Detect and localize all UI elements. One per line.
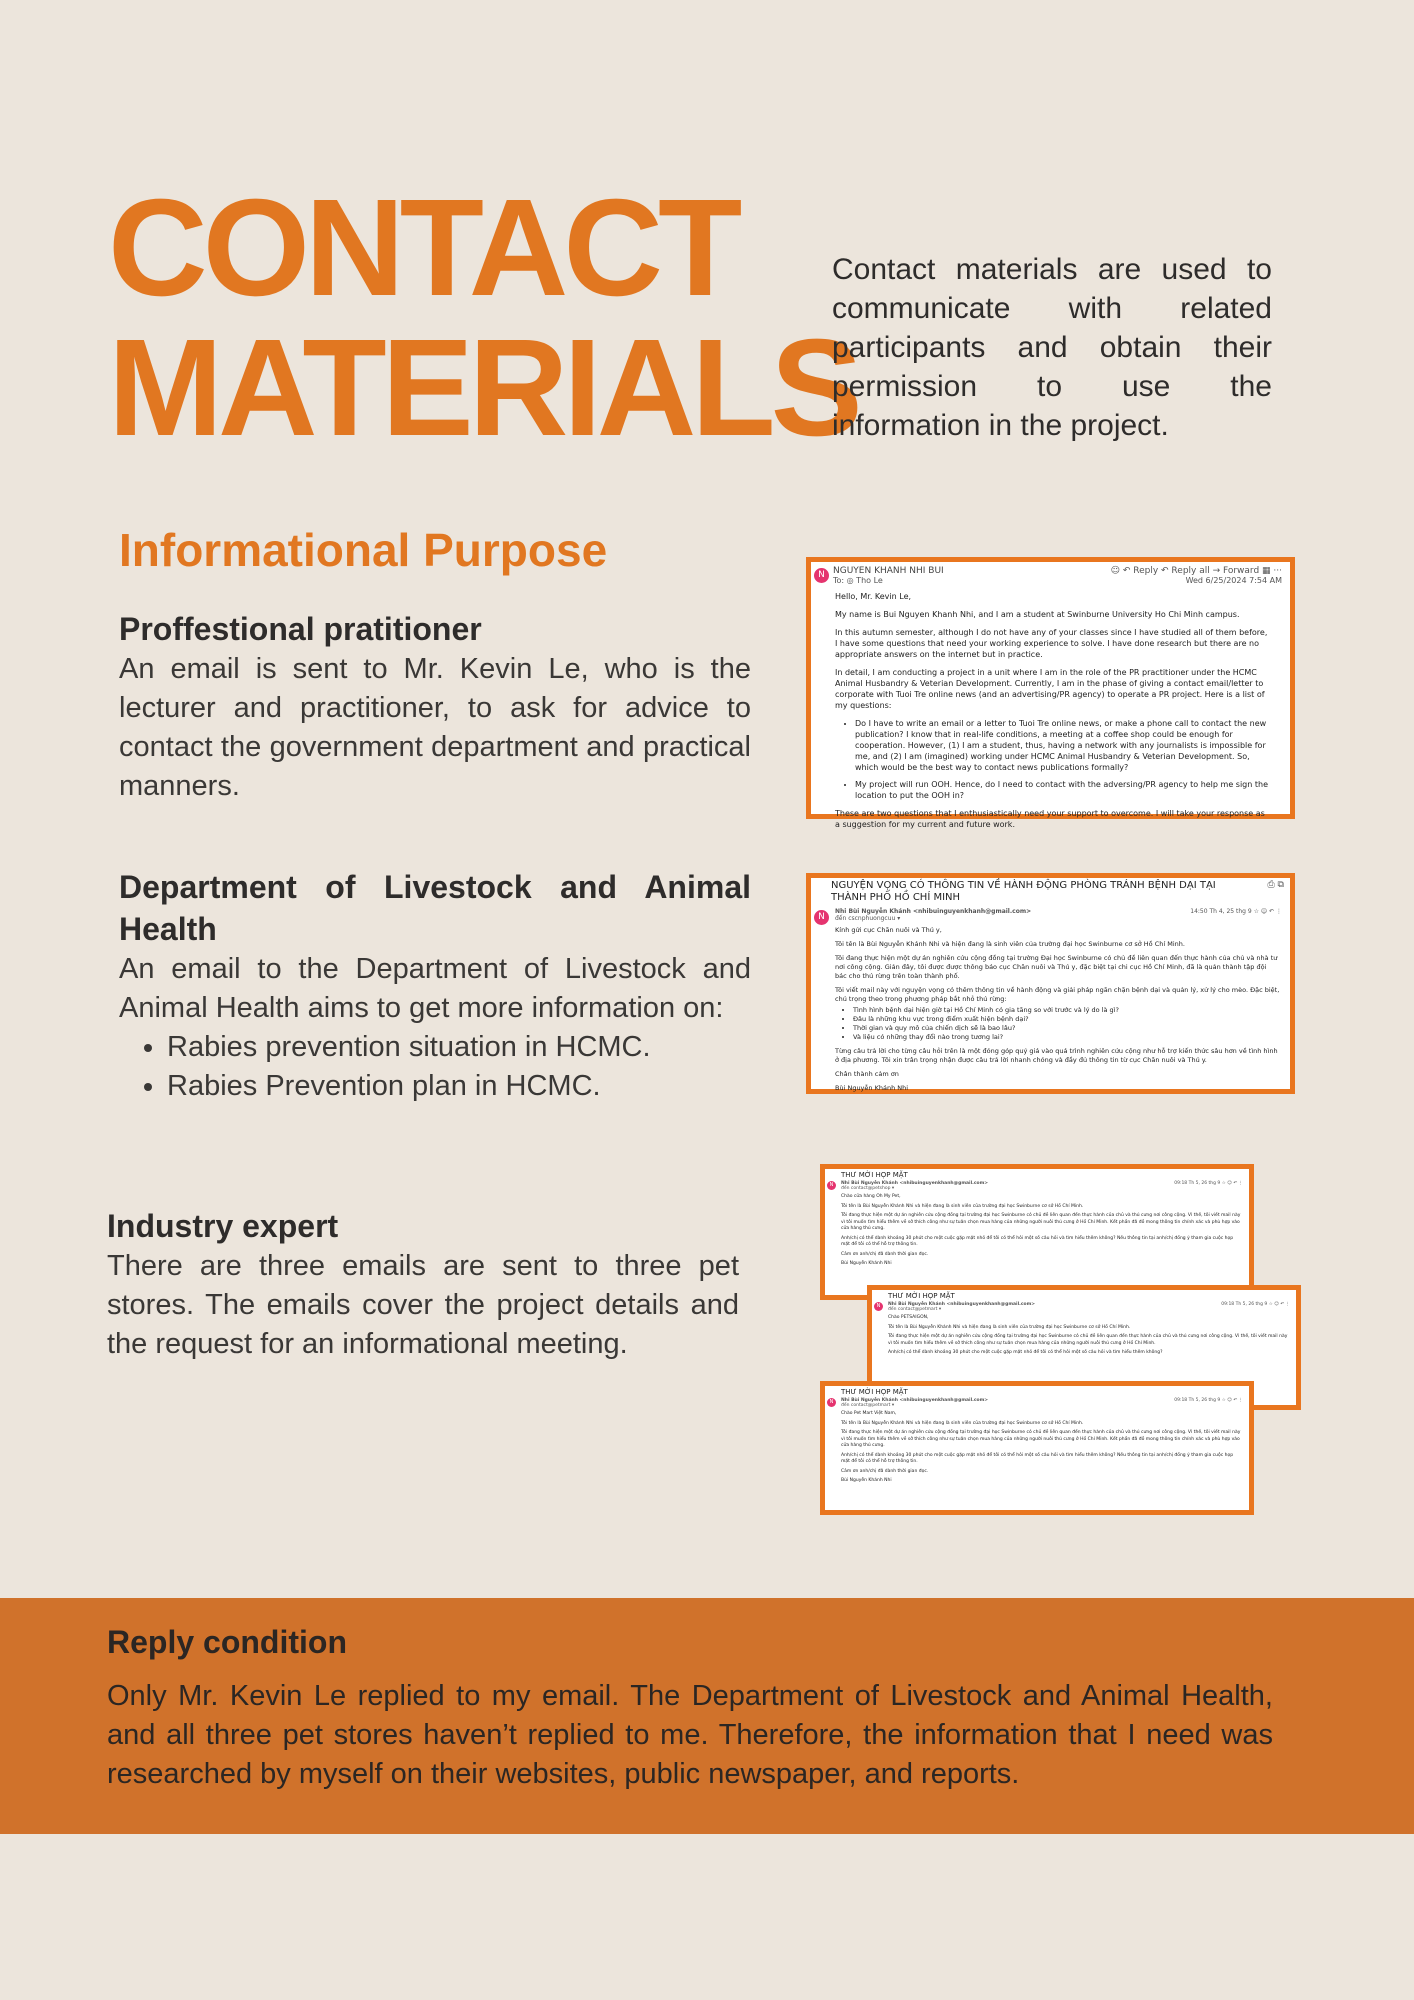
email-greeting: Kính gửi cục Chăn nuôi và Thú y, [835,926,942,934]
email-paragraph: Tôi đang thực hiện một dự án nghiên cứu cộng đồng tại trường Đại học Swinburne có chủ đề liên quan đến thực hành của chủ và nhà tư nơi công cộng. Giản đây, tôi được được thông báo cục Chăn nuôi và Thú y, đặc biệt tại chi cục Hồ Chí Minh, đã là quản thành tập đội bác cho thú rừng trên toàn thành phố. [835,954,1278,980]
email-paragraph: Tôi tên là Bùi Nguyễn Khánh Nhi và hiện đang là sinh viên của trường đại học Swinburne cơ sở Hồ Chí Minh. [841,1420,1084,1426]
list-item: • Rabies prevention situation in HCMC. [167,1028,751,1067]
email-actions: ☺ ↶ Reply ↶ Reply all → Forward ▦ ··· [1110,566,1282,576]
list-item: • Do I have to write an email or a letter to Tuoi Tre online news, or make a phone call to contact the new publication? I know that in real-life conditions, a meeting at a coffee shop could be enough for cooperation. However, (1) I am a student, thus, having a network with any journalists is impossible for me, and (2) I am (imagined) working under HCMC Animal Husbandry & Veterian Development. So, which would be the best way to contact news publications formally? [855,718,1270,773]
email-greeting: Hello, Mr. Kevin Le, [835,592,912,601]
email-body [825,1408,1249,1485]
email-recipient: đến contact@petshop ▾ [841,1186,895,1191]
email-paragraph: Tôi viết mail này với nguyện vọng có thêm thông tin về hành động và giải pháp ngăn chặn bệnh dại và quản lý, xử lý cho mèo. Đặc biệt, chú trọng theo trong phương pháp bắt nhỏ thú rừng: [835,986,1280,1003]
email-signature: Bùi Nguyễn Khánh Nhi [841,1478,892,1483]
email-paragraph: In detail, I am conducting a project in a unit where I am in the role of the PR practitioner under the HCMC Animal Husbandry & Veterian Development. Currently, I am in the phase of giving a contact email/letter to corporate with Tuoi Tre online news (and an advertising/PR agency) to operate a PR project. Here is a list of my questions: [835,668,1265,710]
email-sender: NGUYEN KHANH NHI BUI [833,566,944,576]
email-date: 09:18 Th 5, 26 thg 9 ☆ ☺ ↶ ⋮ [1174,1181,1243,1186]
email-sender: Nhi Bùi Nguyễn Khánh <nhibuinguyenkhanh@gmail.com> [841,1181,989,1186]
list-item: • Và liệu có những thay đổi nào trong tương lai? [853,1033,1280,1042]
block-text: An email is sent to Mr. Kevin Le, who is the lecturer and practitioner, to ask for advice to contact the government department and practical manners. [119,653,751,802]
email-recipient: đến contact@petmart ▾ [841,1403,895,1408]
email-paragraph: Từng câu trả lời cho từng câu hỏi trên là một đóng góp quý giá vào quá trình nghiên cứu cộng như hỗ trợ kiến thức sâu hơn về tình hình ở địa phương. Tôi xin trân trọng nhận được câu trả lời nhanh chóng và đầy đủ thông tin từ cục Chăn nuôi và Thú y. [835,1047,1278,1064]
department-block [119,866,751,1106]
email-signature: Bùi Nguyễn Khánh Nhi [841,1261,892,1266]
section-title: Informational Purpose [119,524,608,576]
email-date: Wed 6/25/2024 7:54 AM [1185,576,1282,585]
email-paragraph: In this autumn semester, although I do not have any of your classes since I have studied all of them before, I have some questions that need your working experience to solve. I have done research but there are no appropriate answers on the internet but in practice. [835,628,1268,659]
email-paragraph: Tôi đang thực hiện một dự án nghiên cứu cộng đồng tại trường đại học Swinburne có chủ đề liên quan đến thực hành của chủ và thú cưng nơi công cộng. Vì thế, tôi viết mail này vì tôi muốn tìm hiểu thêm về sở thích công như sự tuân chọn mua hàng của những người nuôi thú cưng ở Hồ Chí Minh. Kết phần đã đồ mong thông tin chính xác và phù hợp vào cửa hàng thú cưng. [841,1213,1241,1231]
email-paragraph: Anh/chị có thể dành khoảng 30 phút cho một cuộc gặp mặt nhỏ để tôi có thể hỏi một số câu hỏi và tìm hiểu thêm không? Nếu thông tin tại anh/chị đồng ý tham gia cuộc họp mặt để tôi có thể hỗ trợ thông tin. [841,1452,1234,1464]
email-screenshot-pet-store-3 [820,1381,1254,1515]
block-heading: Industry expert [107,1208,339,1244]
avatar: N [827,1398,836,1407]
avatar: N [827,1181,836,1190]
email-sender: Nhi Bùi Nguyễn Khánh <nhibuinguyenkhanh@gmail.com> [888,1302,1036,1307]
email-greeting: Chào PETSAIGON, [888,1315,929,1320]
email-body [811,922,1290,1093]
block-text: There are three emails are sent to three pet stores. The emails cover the project details and the request for an informational meeting. [107,1250,739,1360]
block-text: An email to the Department of Livestock and Animal Health aims to get more information on: [119,953,751,1024]
avatar: N [814,568,829,583]
email-body [825,1191,1249,1268]
email-paragraph: Tôi đang thực hiện một dự án nghiên cứu cộng đồng tại trường đại học Swinburne có chủ đề liên quan đến thực hành của chủ và thú cưng nơi công cộng. Vì thế, tôi viết mail này vì tôi muốn tìm hiểu thêm về sở thích công như sự tuân chọn mua hàng của những người nuôi thú cưng ở Hồ Chí Minh. Kết phần đã đồ mong thông tin chính xác và phù hợp vào cửa hàng thú cưng. [841,1430,1241,1448]
email-recipient: To: ◎ Tho Le [833,576,883,585]
professional-practitioner-block [119,608,751,806]
email-paragraph: Tôi đang thực hiện một dự án nghiên cứu cộng đồng tại trường đại học Swinburne có chủ đề liên quan đến thực hành của chủ và thú cưng nơi công cộng. Vì thế, tôi viết mail này vì tôi muốn tìm hiểu thêm về sở thích công như sự tuân chọn mua hàng của những người nuôi thú cưng ở Hồ Chí Minh. [888,1334,1288,1346]
title-line-2: MATERIALS [108,311,858,465]
email-paragraph: Tôi tên là Bùi Nguyễn Khánh Nhi và hiện đang là sinh viên của trường đại học Swinburne cơ sở Hồ Chí Minh. [841,1203,1084,1209]
email-date: 14:50 Th 4, 25 thg 9 ☆ ☺ ↶ ⋮ [1190,908,1282,915]
title-line-1: CONTACT [108,171,738,325]
list-item: • Rabies Prevention plan in HCMC. [167,1067,751,1106]
page-title [108,171,858,465]
email-subject: THƯ MỜI HỌP MẶT [888,1292,955,1300]
email-date: 09:18 Th 5, 26 thg 9 ☆ ☺ ↶ ⋮ [1174,1398,1243,1403]
email-screenshot-kevin-le [806,557,1295,829]
email-subject: NGUYỆN VỌNG CÓ THÔNG TIN VỀ HÀNH ĐỘNG PHÒNG TRÁNH BỆNH DẠI TẠI THÀNH PHỐ HỒ CHÍ MINH [831,880,1216,903]
email-subject: THƯ MỜI HỌP MẶT [841,1171,908,1179]
reply-text: Only Mr. Kevin Le replied to my email. The Department of Livestock and Animal Health, and all three pet stores haven’t replied to me. Therefore, the information that I need was researched by myself on their websites, public newspaper, and reports. [107,1680,1273,1790]
email-paragraph: Anh/chị có thể dành khoảng 30 phút cho một cuộc gặp mặt nhỏ để tôi có thể hỏi một số câu hỏi và tìm hiểu thêm không? Nếu thông tin tại anh/chị đồng ý tham gia cuộc họp mặt để tôi có thể hỗ trợ thông tin. [841,1235,1234,1247]
block-heading: Department of Livestock and Animal Health [119,869,751,947]
email-recipient: đến cscnphuongcuu ▾ [835,915,901,922]
email-question-list [835,1006,1280,1042]
email-paragraph: Tôi tên là Bùi Nguyễn Khánh Nhi và hiện đang là sinh viên của trường đại học Swinburne cơ sở Hồ Chí Minh. [888,1324,1131,1330]
email-signature: Bùi Nguyễn Khánh Nhi [835,1084,909,1092]
avatar: N [814,910,829,925]
email-sender: Nhi Bùi Nguyễn Khánh <nhibuinguyenkhanh@gmail.com> [835,908,1032,915]
list-item: • My project will run OOH. Hence, do I need to contact with the adversing/PR agency to help me sign the location to put the OOH in? [855,779,1270,801]
email-paragraph: Anh/chị có thể dành khoảng 30 phút cho một cuộc gặp mặt nhỏ để tôi có thể hỏi một số câu hỏi và tìm hiểu thêm không? [888,1350,1163,1355]
industry-expert-block [107,1205,739,1364]
print-icon: ⎙ ⧉ [1267,880,1284,890]
list-item: • Thời gian và quy mô của chiến dịch sẽ là bao lâu? [853,1024,1280,1033]
email-closing: Cảm ơn anh/chị đã dành thời gian đọc. [841,1251,929,1257]
email-paragraph: These are two questions that I enthusiastically need your support to overcome. I will take your response as a suggestion for my current and future work. [835,809,1265,829]
email-paragraph: My name is Bui Nguyen Khanh Nhi, and I am a student at Swinburne University Ho Chi Minh campus. [835,610,1240,619]
email-screenshot-department [806,873,1295,1094]
email-date: 09:18 Th 5, 26 thg 9 ☆ ☺ ↶ ⋮ [1221,1302,1290,1307]
email-greeting: Chào cửa hàng Oh My Pet, [841,1194,901,1199]
email-sender: Nhi Bùi Nguyễn Khánh <nhibuinguyenkhanh@gmail.com> [841,1398,989,1403]
email-subject: THƯ MỜI HỌP MẶT [841,1388,908,1396]
intro-text: Contact materials are used to communicate with related participants and obtain their permission to use the information in the project. [832,253,1272,442]
avatar: N [874,1302,883,1311]
email-greeting: Chào Pet Mart Việt Nam, [841,1411,897,1416]
email-closing: Cảm ơn anh/chị đã dành thời gian đọc. [841,1468,929,1474]
email-closing: Chân thành cảm ơn [835,1070,899,1078]
email-paragraph: Tôi tên là Bùi Nguyễn Khánh Nhi và hiện đang là sinh viên của trường đại học Swinburne cơ sở Hồ Chí Minh. [835,940,1185,948]
bullet-list [119,1028,751,1106]
email-screenshot-pet-store-1 [820,1164,1254,1300]
list-item: • Tình hình bệnh dại hiện giờ tại Hồ Chí Minh có gia tăng so với trước và lý do là gì? [853,1006,1280,1015]
list-item: • Đâu là những khu vực trong điểm xuất hiện bệnh dại? [853,1015,1280,1024]
email-question-list [835,718,1270,801]
reply-heading: Reply condition [107,1624,347,1660]
email-body [872,1312,1296,1357]
block-heading: Proffestional pratitioner [119,611,482,647]
email-body [811,585,1290,830]
email-recipient: đến contact@petmart ▾ [888,1307,942,1312]
